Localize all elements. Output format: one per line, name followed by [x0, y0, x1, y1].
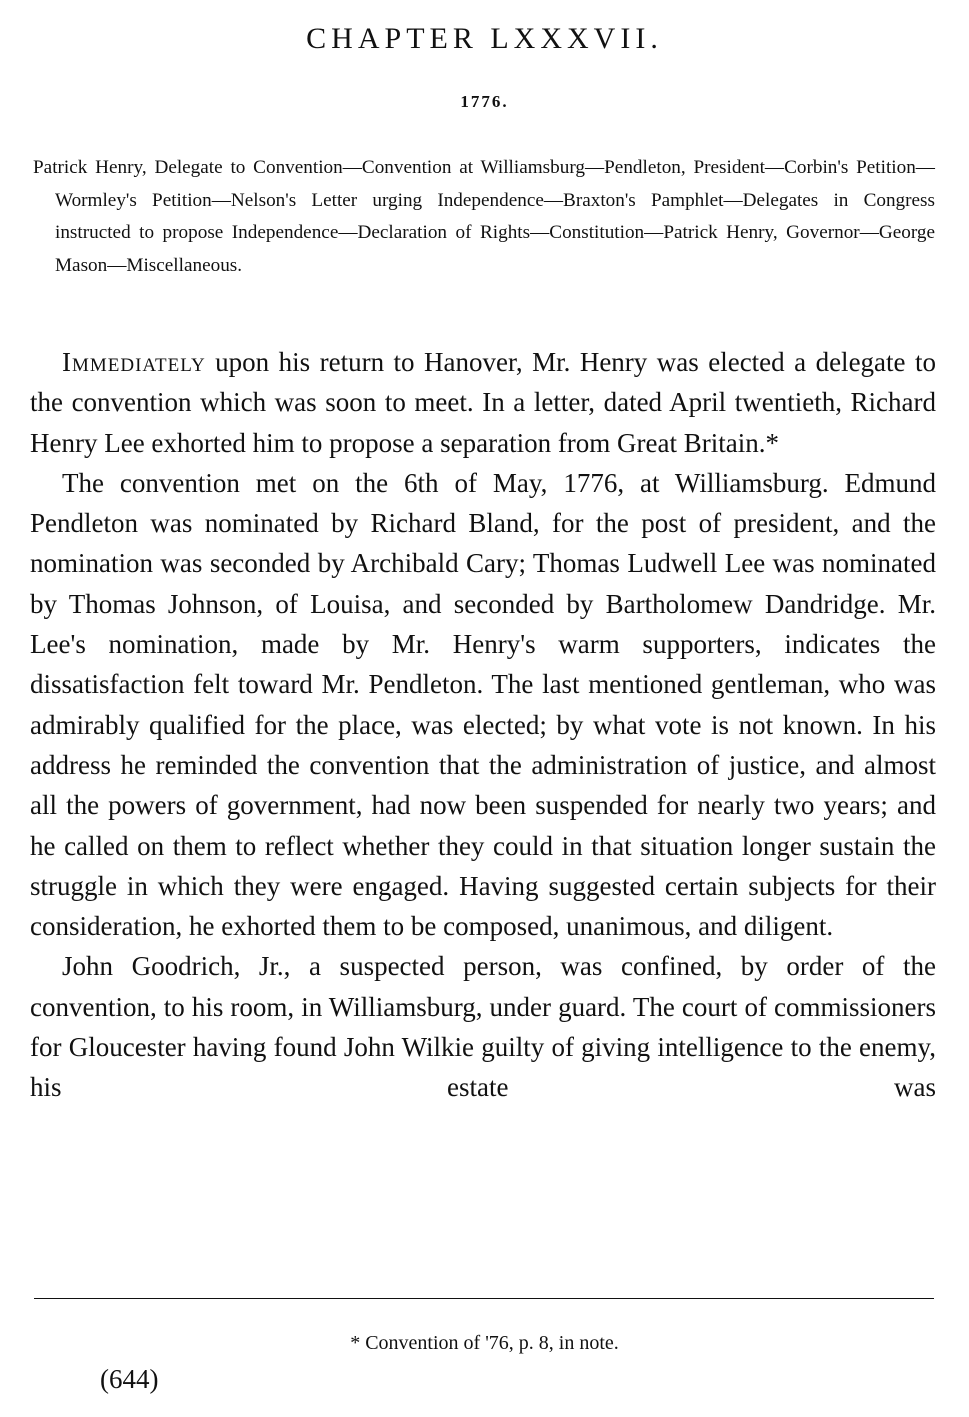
- body-text: [30, 342, 936, 1108]
- chapter-year: 1776.: [460, 92, 509, 111]
- paragraph-1-text: upon his return to Hanover, Mr. Henry was elected a delegate to the convention which was soon to meet. In a letter, dated April twentieth, Richard Henry Lee exhorted him to propose a separation from Great Britain.*: [30, 347, 936, 458]
- chapter-title: CHAPTER LXXXVII.: [306, 22, 663, 55]
- paragraph-3: John Goodrich, Jr., a suspected person, was confined, by order of the convention, to his room, in Williamsburg, under guard. The court of commissioners for Gloucester having found John Wilkie guilty of giving intelligence to the enemy, his estate was: [30, 951, 936, 1103]
- paragraph-2: The convention met on the 6th of May, 1776, at Williamsburg. Edmund Pendleton was nominated by Richard Bland, for the post of president, and the nomination was seconded by Archibald Cary; Thomas Ludwell Lee was nominated by Thomas Johnson, of Louisa, and seconded by Bartholomew Dandridge. Mr. Lee's nomination, made by Mr. Henry's warm supporters, indicates the dissatisfaction felt toward Mr. Pendleton. The last mentioned gentleman, who was admirably qualified for the place, was elected; by what vote is not known. In his address he reminded the convention that the administration of justice, and almost all the powers of government, had now been suspended for nearly two years; and he called on them to reflect whether they could in that situation longer sustain the struggle in which they were engaged. Having suggested certain subjects for their consideration, he exhorted them to be composed, unanimous, and diligent.: [30, 467, 936, 942]
- page-number: (644): [100, 1364, 159, 1394]
- footnote: * Convention of '76, p. 8, in note.: [350, 1332, 619, 1354]
- paragraph-1: [30, 342, 936, 463]
- chapter-summary: Patrick Henry, Delegate to Convention—Convention at Williamsburg—Pendleton, President—Corbin's Petition—Wormley's Petition—Nelson's Letter urging Independence—Braxton's Pamphlet—Delegates in Congress instructed to propose Independence—Declaration of Rights—Constitution—Patrick Henry, Governor—George Mason—Miscellaneous.: [33, 157, 935, 276]
- footnote-divider: [34, 1298, 934, 1299]
- paragraph-1-lead: Immediately: [62, 347, 206, 377]
